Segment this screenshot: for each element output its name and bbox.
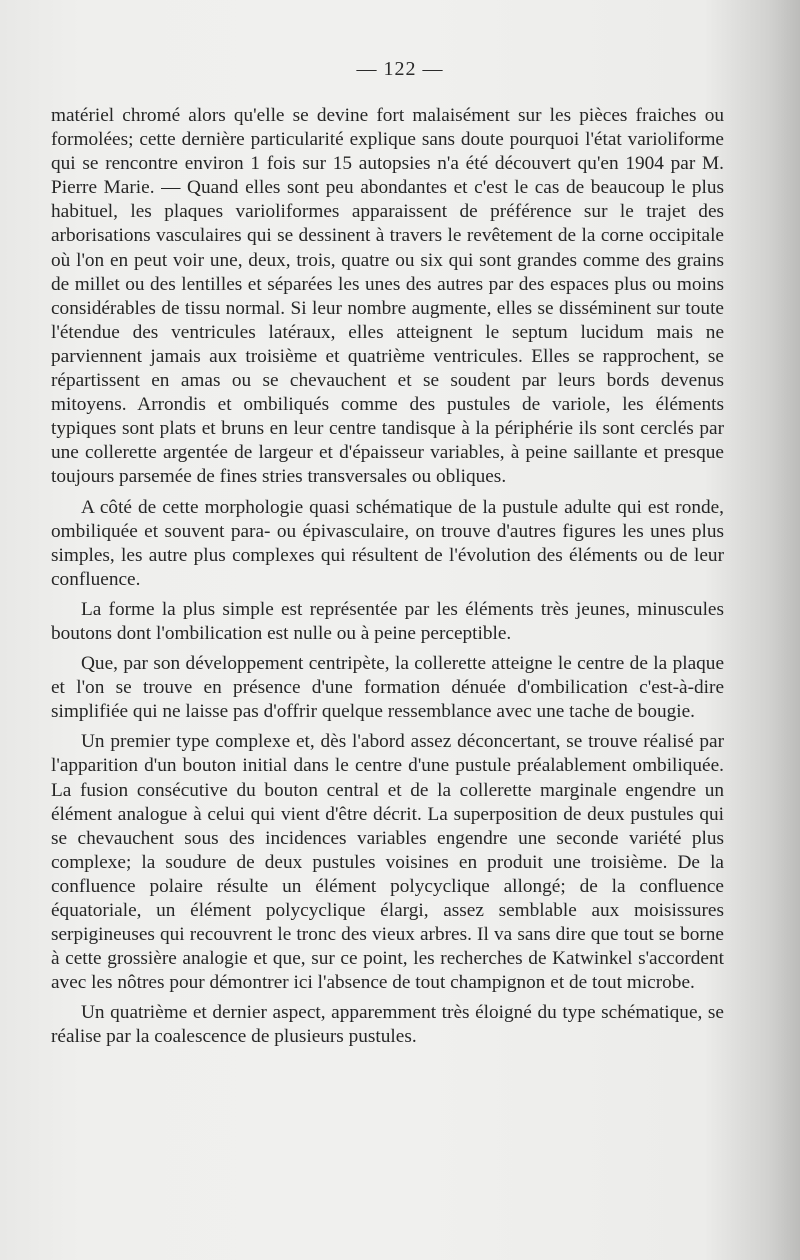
paragraph-5: Un premier type complexe et, dès l'abord assez déconcertant, se trouve réalisé par l'apparition d'un bouton initial dans le centre d'une pustule préalablement ombiliquée. La fusion consécutive du bouton central et de la collerette marginale engendre un élément analogue à celui qui vient d'être décrit. La superposition de deux pustules qui se chevauchent sous des incidences variables engendre une seconde variété plus complexe; la soudure de deux pustules voisines en produit une troisième. De la confluence polaire résulte un élément polycyclique allongé; de la confluence équatoriale, un élément polycyclique élargi, assez semblable aux moisissures serpigineuses qui recouvrent le tronc des vieux arbres. Il va sans dire que tout se borne à cette grossière analogie et que, sur ce point, les recherches de Katwinkel s'accordent avec les nôtres pour démontrer ici l'absence de tout champignon et de tout microbe.: [51, 731, 724, 994]
paragraph-6: Un quatrième et dernier aspect, apparemment très éloigné du type schématique, se réalise par la coalescence de plusieurs pustules.: [51, 1002, 724, 1048]
paragraph-3: La forme la plus simple est représentée par les éléments très jeunes, minuscules boutons dont l'ombilication est nulle ou à peine perceptible.: [51, 598, 724, 644]
paragraph-2: A côté de cette morphologie quasi schématique de la pustule adulte qui est ronde, ombiliquée et souvent para- ou épivasculaire, on trouve d'autres figures les unes plus simples, les autre plus complexes qui résultent de l'évolution des éléments ou de leur confluence.: [51, 496, 724, 590]
page-body: [51, 104, 724, 1050]
paragraph-1: matériel chromé alors qu'elle se devine fort malaisément sur les pièces fraiches ou formolées; cette dernière particularité explique sans doute pourquoi l'état varioliforme qui se rencontre environ 1 fois sur 15 autopsies n'a été découvert qu'en 1904 par M. Pierre Marie. — Quand elles sont peu abondantes et c'est le cas de beaucoup le plus habituel, les plaques varioliformes apparaissent de préférence sur le trajet des arborisations vasculaires qui se dessinent à travers le revêtement de la corne occipitale où l'on en peut voir une, deux, trois, quatre ou six qui sont grandes comme des grains de millet ou des lentilles et séparées les unes des autres par des espaces plus ou moins considérables de tissu normal. Si leur nombre augmente, elles se disséminent sur toute l'étendue des ventricules latéraux, elles atteignent le septum lucidum mais ne parviennent jamais aux troisième et quatrième ventricules. Elles se rapprochent, se répartissent en amas ou se chevauchent et se soudent par leurs bords devenus mitoyens. Arrondis et ombiliqués comme des pustules de variole, les éléments typiques sont plats et bruns en leur centre tandisque à la périphérie ils sont cerclés par une collerette argentée de largeur et d'épaisseur variables, à peine saillante et presque toujours parsemée de fines stries transversales ou obliques.: [51, 105, 724, 488]
paragraph-4: Que, par son développement centripète, la collerette atteigne le centre de la plaque et l'on se trouve en présence d'une formation dénuée d'ombilication c'est-à-dire simplifiée qui ne laisse pas d'offrir quelque ressemblance avec une tache de bougie.: [51, 653, 724, 723]
page-number: — 122 —: [356, 58, 444, 80]
